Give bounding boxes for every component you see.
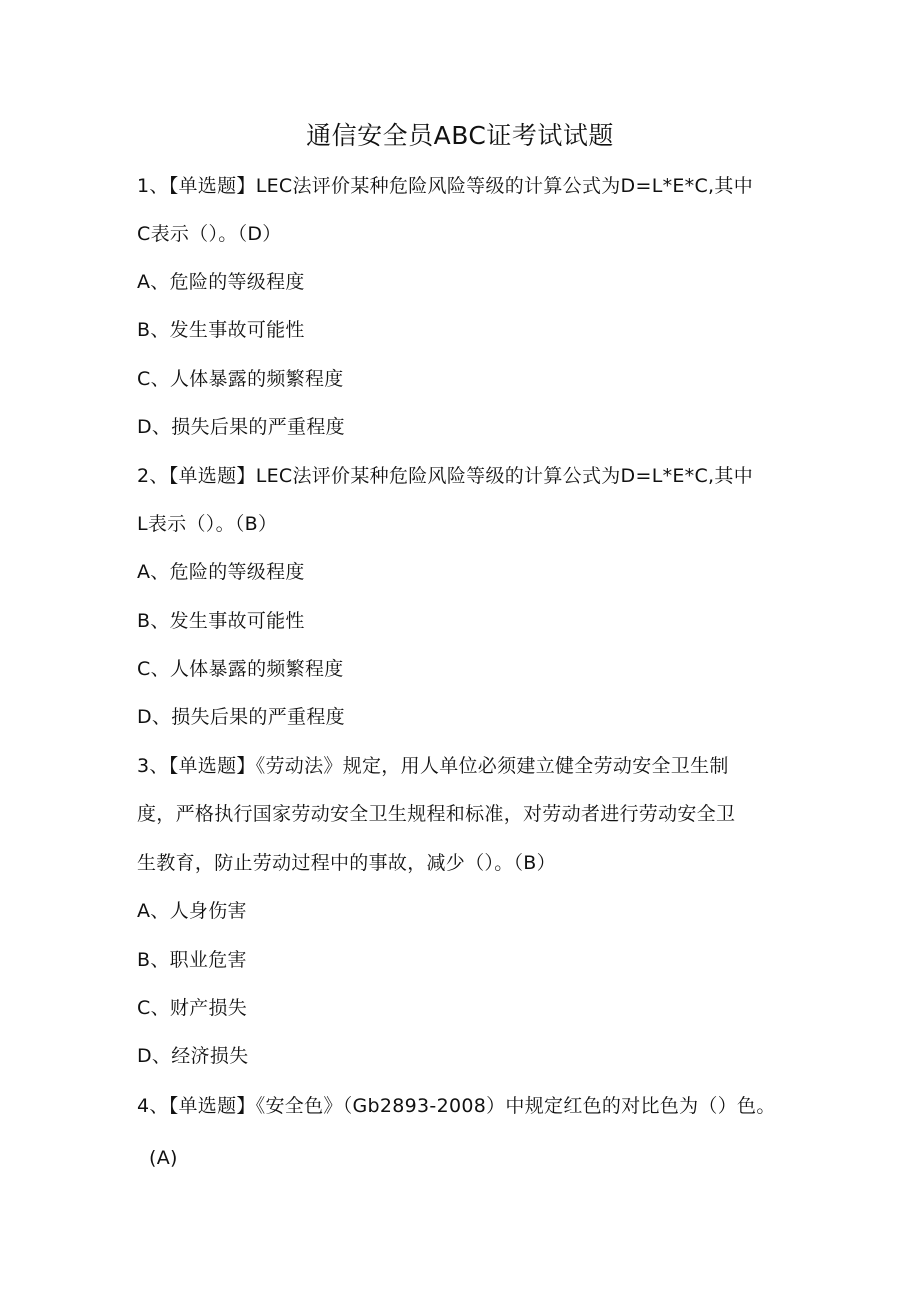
question-2-option-d: D、损失后果的严重程度 (137, 706, 345, 728)
question-2-option-b: B、发生事故可能性 (137, 610, 305, 632)
question-2-option-a: A、危险的等级程度 (137, 561, 305, 583)
question-3-option-b: B、职业危害 (137, 949, 247, 971)
question-4-answer: (A) (149, 1147, 178, 1169)
question-1-stem-line-1: 1、【单选题】LEC法评价某种危险风险等级的计算公式为D=L*E*C,其中 (137, 175, 753, 197)
question-1-option-a: A、危险的等级程度 (137, 271, 305, 293)
question-3-stem-line-3: 生教育，防止劳动过程中的事故，减少（）。（B） (137, 852, 556, 874)
question-1-option-d: D、损失后果的严重程度 (137, 416, 345, 438)
question-2-stem-line-1: 2、【单选题】LEC法评价某种危险风险等级的计算公式为D=L*E*C,其中 (137, 465, 753, 487)
question-2-stem-line-2: L表示（）。（B） (137, 513, 278, 535)
question-1-stem-line-2: C表示（）。（D） (137, 223, 282, 245)
question-1-option-c: C、人体暴露的频繁程度 (137, 368, 344, 390)
question-3-option-c: C、财产损失 (137, 997, 248, 1019)
question-3-option-a: A、人身伤害 (137, 900, 247, 922)
question-3-stem-line-1: 3、【单选题】《劳动法》规定，用人单位必须建立健全劳动安全卫生制 (137, 755, 729, 777)
question-3-stem-line-2: 度，严格执行国家劳动安全卫生规程和标准，对劳动者进行劳动安全卫 (137, 803, 736, 825)
question-4-stem-line-1: 4、【单选题】《安全色》（Gb2893-2008）中规定红色的对比色为（）色。 (137, 1095, 776, 1117)
question-1-option-b: B、发生事故可能性 (137, 319, 305, 341)
question-3-option-d: D、经济损失 (137, 1045, 249, 1067)
page-title: 通信安全员ABC证考试试题 (306, 121, 614, 150)
question-2-option-c: C、人体暴露的频繁程度 (137, 658, 344, 680)
